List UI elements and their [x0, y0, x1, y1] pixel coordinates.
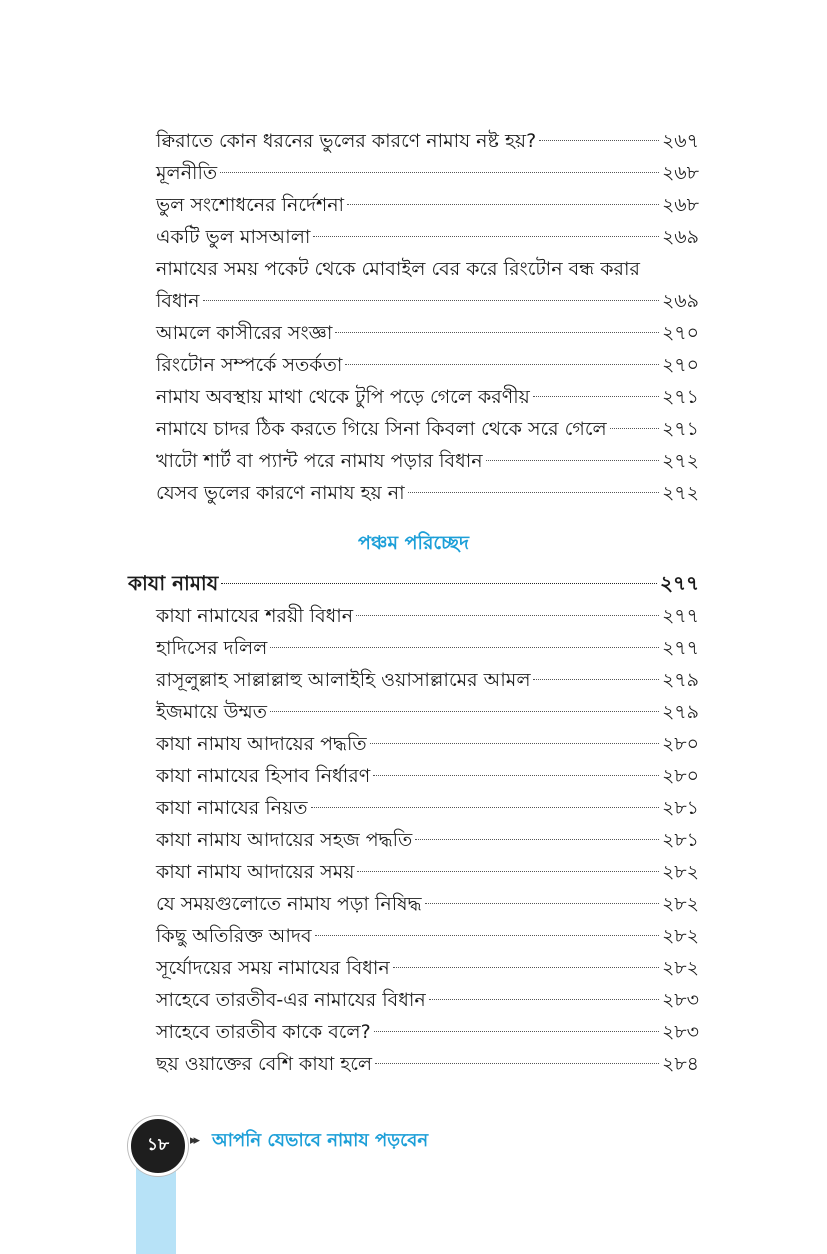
toc-entry[interactable] [156, 921, 699, 951]
toc-entry-title: ছয় ওয়াক্তের বেশি কাযা হলে [156, 1053, 373, 1075]
dot-leader [408, 492, 659, 493]
toc-entry[interactable] [156, 414, 699, 444]
toc-entry-title: কাযা নামাযের শরয়ী বিধান [156, 605, 354, 627]
toc-entry[interactable] [156, 350, 699, 380]
double-arrow-icon: ▸▸ [190, 1133, 198, 1148]
toc-entry-page: ২৬৭ [661, 130, 699, 152]
toc-entry-title: রিংটোন সম্পর্কে সতর্কতা [156, 354, 343, 376]
dot-leader [270, 711, 659, 712]
toc-entry-page: ২৮২ [661, 861, 699, 883]
toc-entry-title: একটি ভুল মাসআলা [156, 226, 311, 248]
toc-entry-title: কাযা নামাযের নিয়ত [156, 797, 308, 819]
toc-entry-page: ২৭২ [661, 450, 699, 472]
toc-entry-page: ২৮০ [661, 765, 699, 787]
toc-entry-page: ২৮৩ [661, 1021, 699, 1043]
toc-entry[interactable] [156, 825, 699, 855]
dot-leader [311, 807, 659, 808]
toc-entry-page: ২৮১ [661, 797, 699, 819]
dot-leader [429, 999, 659, 1000]
section-heading: পঞ্চম পরিচ্ছেদ [357, 532, 470, 554]
page-number: ১৮ [146, 1135, 170, 1155]
dot-leader [533, 396, 659, 397]
toc-entry-title: ভুল সংশোধনের নির্দেশনা [156, 194, 345, 216]
toc-entry[interactable] [156, 601, 699, 631]
dot-leader [315, 935, 659, 936]
dot-leader [221, 583, 657, 584]
toc-entry-page: ২৮৪ [661, 1053, 699, 1075]
toc-entry-page: ২৬৮ [661, 194, 699, 216]
dot-leader [345, 364, 659, 365]
toc-entry[interactable] [156, 1017, 699, 1047]
dot-leader [370, 743, 659, 744]
toc-entry[interactable] [156, 633, 699, 663]
toc-entry-page: ২৮৩ [661, 989, 699, 1011]
toc-entry-page: ২৭৯ [661, 701, 699, 723]
toc-entry-title: খাটো শার্ট বা প্যান্ট পরে নামায পড়ার বিধান [156, 450, 483, 472]
toc-entry[interactable] [156, 318, 699, 348]
toc-entry-page: ২৬৯ [661, 290, 699, 312]
toc-entry-title: বিধান [156, 290, 200, 312]
toc-entry-page: ২৭১ [661, 386, 699, 408]
toc-entry[interactable] [156, 222, 699, 252]
toc-entry-title: কাযা নামায আদায়ের পদ্ধতি [156, 733, 367, 755]
toc-entry-page: ২৮২ [661, 893, 699, 915]
toc-entry-title: মূলনীতি [156, 162, 218, 184]
toc-entry-title: নামায অবস্থায় মাথা থেকে টুপি পড়ে গেলে করণীয় [156, 386, 530, 408]
toc-entry-title: কাযা নামায আদায়ের সময় [156, 861, 355, 883]
dot-leader [203, 300, 659, 301]
dot-leader [393, 967, 659, 968]
toc-entry-title: কাযা নামাযের হিসাব নির্ধারণ [156, 765, 371, 787]
dot-leader [270, 647, 659, 648]
toc-entry-page: ২৭০ [661, 354, 699, 376]
toc-entry-page: ২৬৮ [661, 162, 699, 184]
toc-entry[interactable] [156, 761, 699, 791]
toc-chapter[interactable] [128, 568, 699, 598]
dot-leader [486, 460, 659, 461]
dot-leader [313, 236, 659, 237]
toc-entry-title: সাহেবে তারতীব-এর নামাযের বিধান [156, 989, 426, 1011]
toc-entry[interactable] [156, 889, 699, 919]
toc-entry-title: যেসব ভুলের কারণে নামায হয় না [156, 482, 405, 504]
toc-entry-page: ২৭০ [661, 322, 699, 344]
dot-leader [610, 428, 659, 429]
toc-entry-page: ২৮২ [661, 925, 699, 947]
toc-entry-page: ২৭৭ [661, 605, 699, 627]
dot-leader [373, 775, 659, 776]
toc-entry-page: ২৮১ [661, 829, 699, 851]
dot-leader [357, 871, 658, 872]
toc-entry-page: ২৬৯ [661, 226, 699, 248]
toc-entry-title: ইজমায়ে উম্মত [156, 701, 267, 723]
dot-leader [425, 903, 659, 904]
toc-entry-title: সাহেবে তারতীব কাকে বলে? [156, 1021, 371, 1043]
toc-entry[interactable] [156, 382, 699, 412]
dot-leader [415, 839, 659, 840]
toc-entry[interactable] [156, 697, 699, 727]
toc-entry-title: হাদিসের দলিল [156, 637, 268, 659]
toc-entry[interactable] [156, 446, 699, 476]
dot-leader [220, 172, 659, 173]
dot-leader [374, 1031, 659, 1032]
dot-leader [356, 615, 659, 616]
toc-entry-title: সূর্যোদয়ের সময় নামাযের বিধান [156, 957, 390, 979]
dot-leader [335, 332, 659, 333]
running-footer-title: আপনি যেভাবে নামায পড়বেন [212, 1130, 429, 1151]
toc-entry[interactable] [156, 190, 699, 220]
toc-entry[interactable] [156, 478, 699, 508]
toc-entry-page: ২৭২ [661, 482, 699, 504]
dot-leader [533, 679, 658, 680]
toc-entry-title: কিছু অতিরিক্ত আদব [156, 925, 312, 947]
toc-entry-title: যে সময়গুলোতে নামায পড়া নিষিদ্ধ [156, 893, 422, 915]
toc-entry[interactable] [156, 857, 699, 887]
toc-entry[interactable] [156, 286, 699, 316]
toc-entry-page: ২৭৯ [661, 669, 699, 691]
toc-entry-page: ২৮২ [661, 957, 699, 979]
toc-entry[interactable] [156, 1049, 699, 1079]
toc-entry-page: ২৭৭ [661, 637, 699, 659]
toc-entry-title: ক্বিরাতে কোন ধরনের ভুলের কারণে নামায নষ্ট হয়? [156, 130, 537, 152]
toc-entry[interactable] [156, 985, 699, 1015]
toc-entry[interactable] [156, 793, 699, 823]
dot-leader [375, 1063, 659, 1064]
toc-entry[interactable] [156, 665, 699, 695]
toc-entry-page: ২৮০ [661, 733, 699, 755]
page-number-badge [128, 1116, 188, 1176]
dot-leader [347, 204, 659, 205]
toc-entry-title: রাসূলুল্লাহ সাল্লাল্লাহু আলাইহি ওয়াসাল্লামের আমল [156, 669, 531, 691]
toc-entry-title: নামাযে চাদর ঠিক করতে গিয়ে সিনা কিবলা থেকে সরে গেলে [156, 418, 607, 440]
toc-entry[interactable] [156, 729, 699, 759]
toc-chapter-title: কাযা নামায [128, 571, 219, 595]
toc-entry[interactable] [156, 953, 699, 983]
toc-entry-page: ২৭১ [661, 418, 699, 440]
dot-leader [539, 140, 659, 141]
toc-entry[interactable] [156, 158, 699, 188]
toc-entry[interactable] [156, 126, 699, 156]
toc-entry-title: আমলে কাসীরের সংজ্ঞা [156, 322, 333, 344]
toc-chapter-page: ২৭৭ [659, 571, 699, 595]
toc-entry-title: কাযা নামায আদায়ের সহজ পদ্ধতি [156, 829, 413, 851]
toc-entry-title-line1: নামাযের সময় পকেট থেকে মোবাইল বের করে রিংটোন বন্ধ করার [156, 258, 640, 280]
